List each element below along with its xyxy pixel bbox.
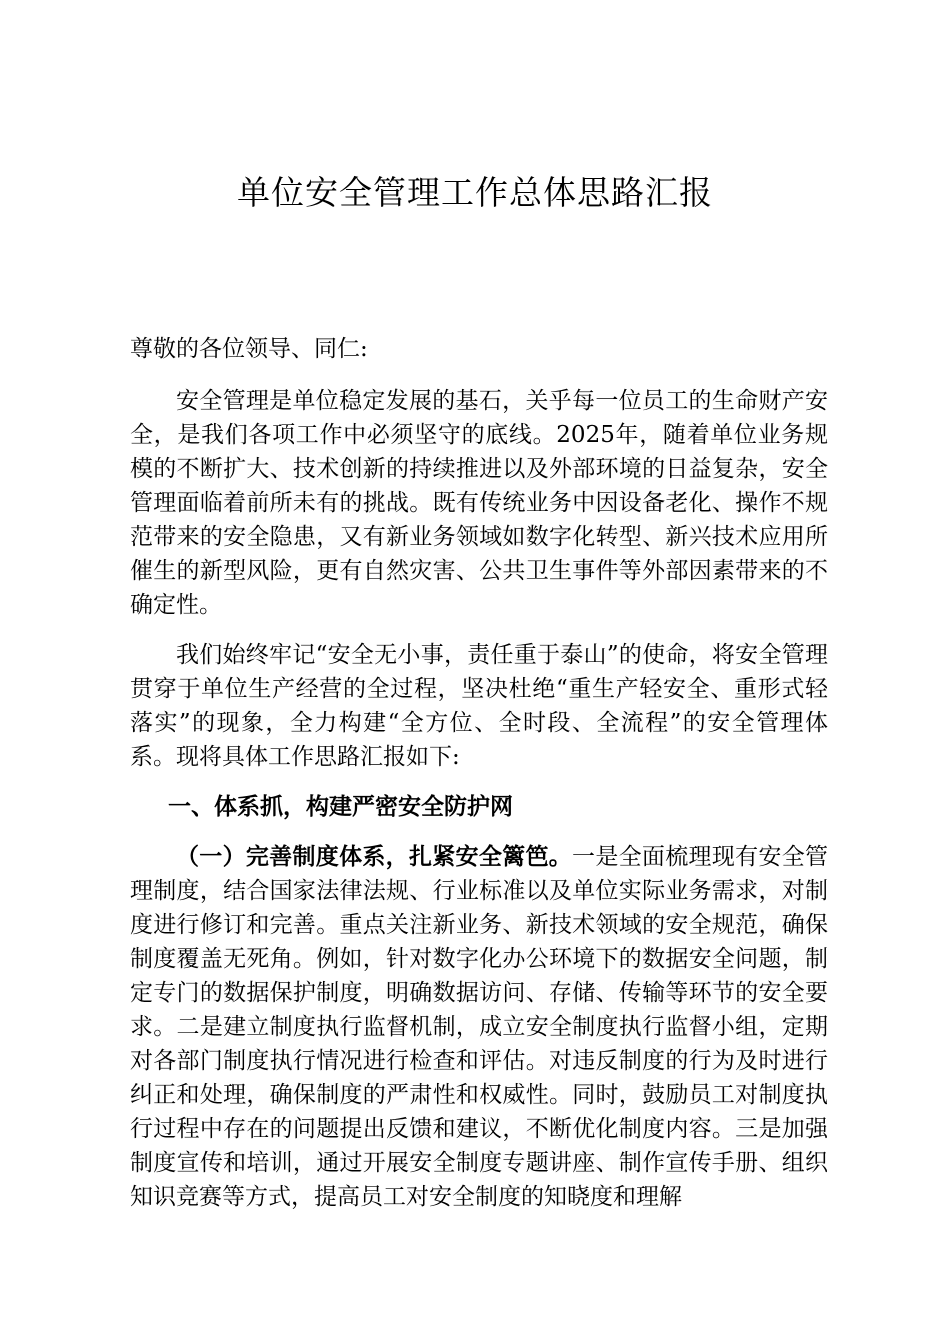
section-heading-1: 一、体系抓，构建严密安全防护网: [168, 793, 513, 820]
document-title: 单位安全管理工作总体思路汇报: [237, 173, 713, 212]
salutation: 尊敬的各位领导、同仁:: [130, 336, 368, 362]
intro-paragraph-1: 安全管理是单位稳定发展的基石，关乎每一位员工的生命财产安全，是我们各项工作中必须坚守的底线。2025年，随着单位业务规模的不断扩大、技术创新的持续推进以及外部环境的日益复杂，安全管理面临着前所未有的挑战。既有传统业务中因设备老化、操作不规范带来的安全隐患，又有新业务领域如数字化转型、新兴技术应用所催生的新型风险，更有自然灾害、公共卫生事件等外部因素带来的不确定性。: [130, 388, 828, 618]
subsection-lead-1: （一）完善制度体系，扎紧安全篱笆。: [176, 843, 573, 870]
section-1-paragraph-1: [130, 840, 828, 1214]
intro-paragraph-2: 我们始终牢记“安全无小事，责任重于泰山”的使命，将安全管理贯穿于单位生产经营的全过程，坚决杜绝“重生产轻安全、重形式轻落实”的现象，全力构建“全方位、全时段、全流程”的安全管理体系。现将具体工作思路汇报如下:: [130, 642, 828, 770]
subsection-body-1: 一是全面梳理现有安全管理制度，结合国家法律法规、行业标准以及单位实际业务需求，对制度进行修订和完善。重点关注新业务、新技术领域的安全规范，确保制度覆盖无死角。例如，针对数字化办公环境下的数据安全问题，制定专门的数据保护制度，明确数据访问、存储、传输等环节的安全要求。二是建立制度执行监督机制，成立安全制度执行监督小组，定期对各部门制度执行情况进行检查和评估。对违反制度的行为及时进行纠正和处理，确保制度的严肃性和权威性。同时，鼓励员工对制度执行过程中存在的问题提出反馈和建议，不断优化制度内容。三是加强制度宣传和培训，通过开展安全制度专题讲座、制作宣传手册、组织知识竞赛等方式，提高员工对安全制度的知晓度和理解: [130, 844, 829, 1210]
document-body: [130, 332, 828, 1230]
